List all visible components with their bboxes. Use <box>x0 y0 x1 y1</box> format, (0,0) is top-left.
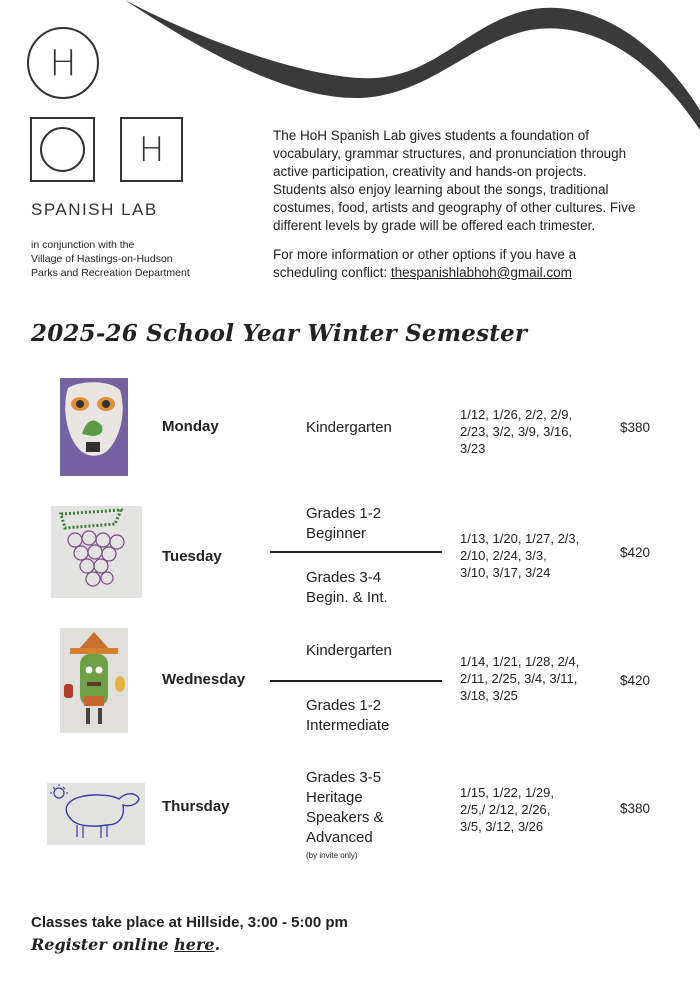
monday-dates <box>460 406 572 457</box>
monday-price: $380 <box>620 420 651 435</box>
contact-line: For more information or other options if you have a <box>273 247 577 262</box>
class-line: Grades 3-5 <box>306 769 382 786</box>
day-wednesday: Wednesday <box>162 671 246 688</box>
tuesday-artwork <box>51 506 142 598</box>
tuesday-class-1 <box>306 504 381 544</box>
wednesday-dates <box>460 653 579 704</box>
date-line: 2/5,/ 2/12, 2/26, <box>460 802 551 817</box>
logo-letter-right: H <box>138 129 165 170</box>
thursday-class-1 <box>306 768 384 848</box>
date-line: 2/23, 3/2, 3/9, 3/16, <box>460 424 573 439</box>
day-thursday: Thursday <box>162 798 230 815</box>
thursday-note: (by invite only) <box>306 851 358 860</box>
date-line: 3/10, 3/17, 3/24 <box>460 565 551 580</box>
tuesday-class-2 <box>306 568 388 608</box>
date-line: 1/13, 1/20, 1/27, 2/3, <box>460 531 580 546</box>
date-line: 3/18, 3/25 <box>460 688 518 703</box>
email-link[interactable]: thespanishlabhoh@gmail.com <box>390 265 572 280</box>
class-line: Grades 3-4 <box>306 569 382 586</box>
wednesday-divider <box>270 680 442 682</box>
wednesday-artwork <box>60 628 128 733</box>
intro-line: vocabulary, grammar structures, and pronunciation through <box>273 146 627 161</box>
tuesday-dates <box>460 530 579 581</box>
contact-prefix: scheduling conflict: <box>273 265 391 280</box>
wednesday-class-2 <box>306 696 389 736</box>
class-line: Beginner <box>306 525 367 542</box>
partner-line: in conjunction with the <box>31 239 135 251</box>
tuesday-divider <box>270 551 442 553</box>
partner-line: Village of Hastings-on-Hudson <box>31 253 173 265</box>
logo-title: SPANISH LAB <box>31 200 158 219</box>
decorative-wave <box>0 0 700 130</box>
class-line: Speakers & <box>306 809 384 826</box>
intro-line: different levels by grade will be offered each trimester. <box>273 218 596 233</box>
class-line: Begin. & Int. <box>306 589 388 606</box>
class-line: Heritage <box>306 789 363 806</box>
date-line: 2/10, 2/24, 3/3, <box>460 548 547 563</box>
register-prefix: Register online <box>31 935 175 954</box>
logo-circle-inner <box>40 127 85 172</box>
register-link[interactable]: here <box>174 935 215 954</box>
day-monday: Monday <box>162 418 219 435</box>
semester-title: 2025-26 School Year Winter Semester <box>31 320 528 347</box>
day-tuesday: Tuesday <box>162 548 222 565</box>
class-line: Grades 1-2 <box>306 505 382 522</box>
date-line: 1/15, 1/22, 1/29, <box>460 785 554 800</box>
intro-line: costumes, food, artists and geography of other cultures. Five <box>273 200 636 215</box>
thursday-price: $380 <box>620 801 651 816</box>
thursday-dates <box>460 784 554 835</box>
date-line: 3/5, 3/12, 3/26 <box>460 819 544 834</box>
intro-line: Students also enjoy learning about the songs, traditional <box>273 182 609 197</box>
wednesday-class-1: Kindergarten <box>306 642 392 659</box>
partner-text <box>31 238 190 280</box>
tuesday-price: $420 <box>620 545 651 560</box>
monday-artwork <box>60 378 128 476</box>
partner-line: Parks and Recreation Department <box>31 267 190 279</box>
date-line: 3/23 <box>460 441 486 456</box>
logo-letter-top: H <box>49 42 77 84</box>
date-line: 2/11, 2/25, 3/4, 3/11, <box>460 671 578 686</box>
intro-line: The HoH Spanish Lab gives students a foundation of <box>273 128 589 143</box>
register-suffix: . <box>214 935 221 954</box>
contact-line <box>273 264 693 282</box>
class-line: Advanced <box>306 829 373 846</box>
class-line: Intermediate <box>306 717 390 734</box>
intro-line: active participation, creativity and hands-on projects. <box>273 164 587 179</box>
intro-paragraph <box>273 127 693 235</box>
class-line: Grades 1-2 <box>306 697 382 714</box>
monday-class: Kindergarten <box>306 419 392 436</box>
wednesday-price: $420 <box>620 673 651 688</box>
date-line: 1/14, 1/21, 1/28, 2/4, <box>460 654 580 669</box>
contact-paragraph <box>273 246 693 282</box>
thursday-artwork <box>47 783 145 845</box>
register-text <box>31 935 220 954</box>
date-line: 1/12, 1/26, 2/2, 2/9, <box>460 407 573 422</box>
location-text: Classes take place at Hillside, 3:00 - 5:00 pm <box>31 914 348 931</box>
